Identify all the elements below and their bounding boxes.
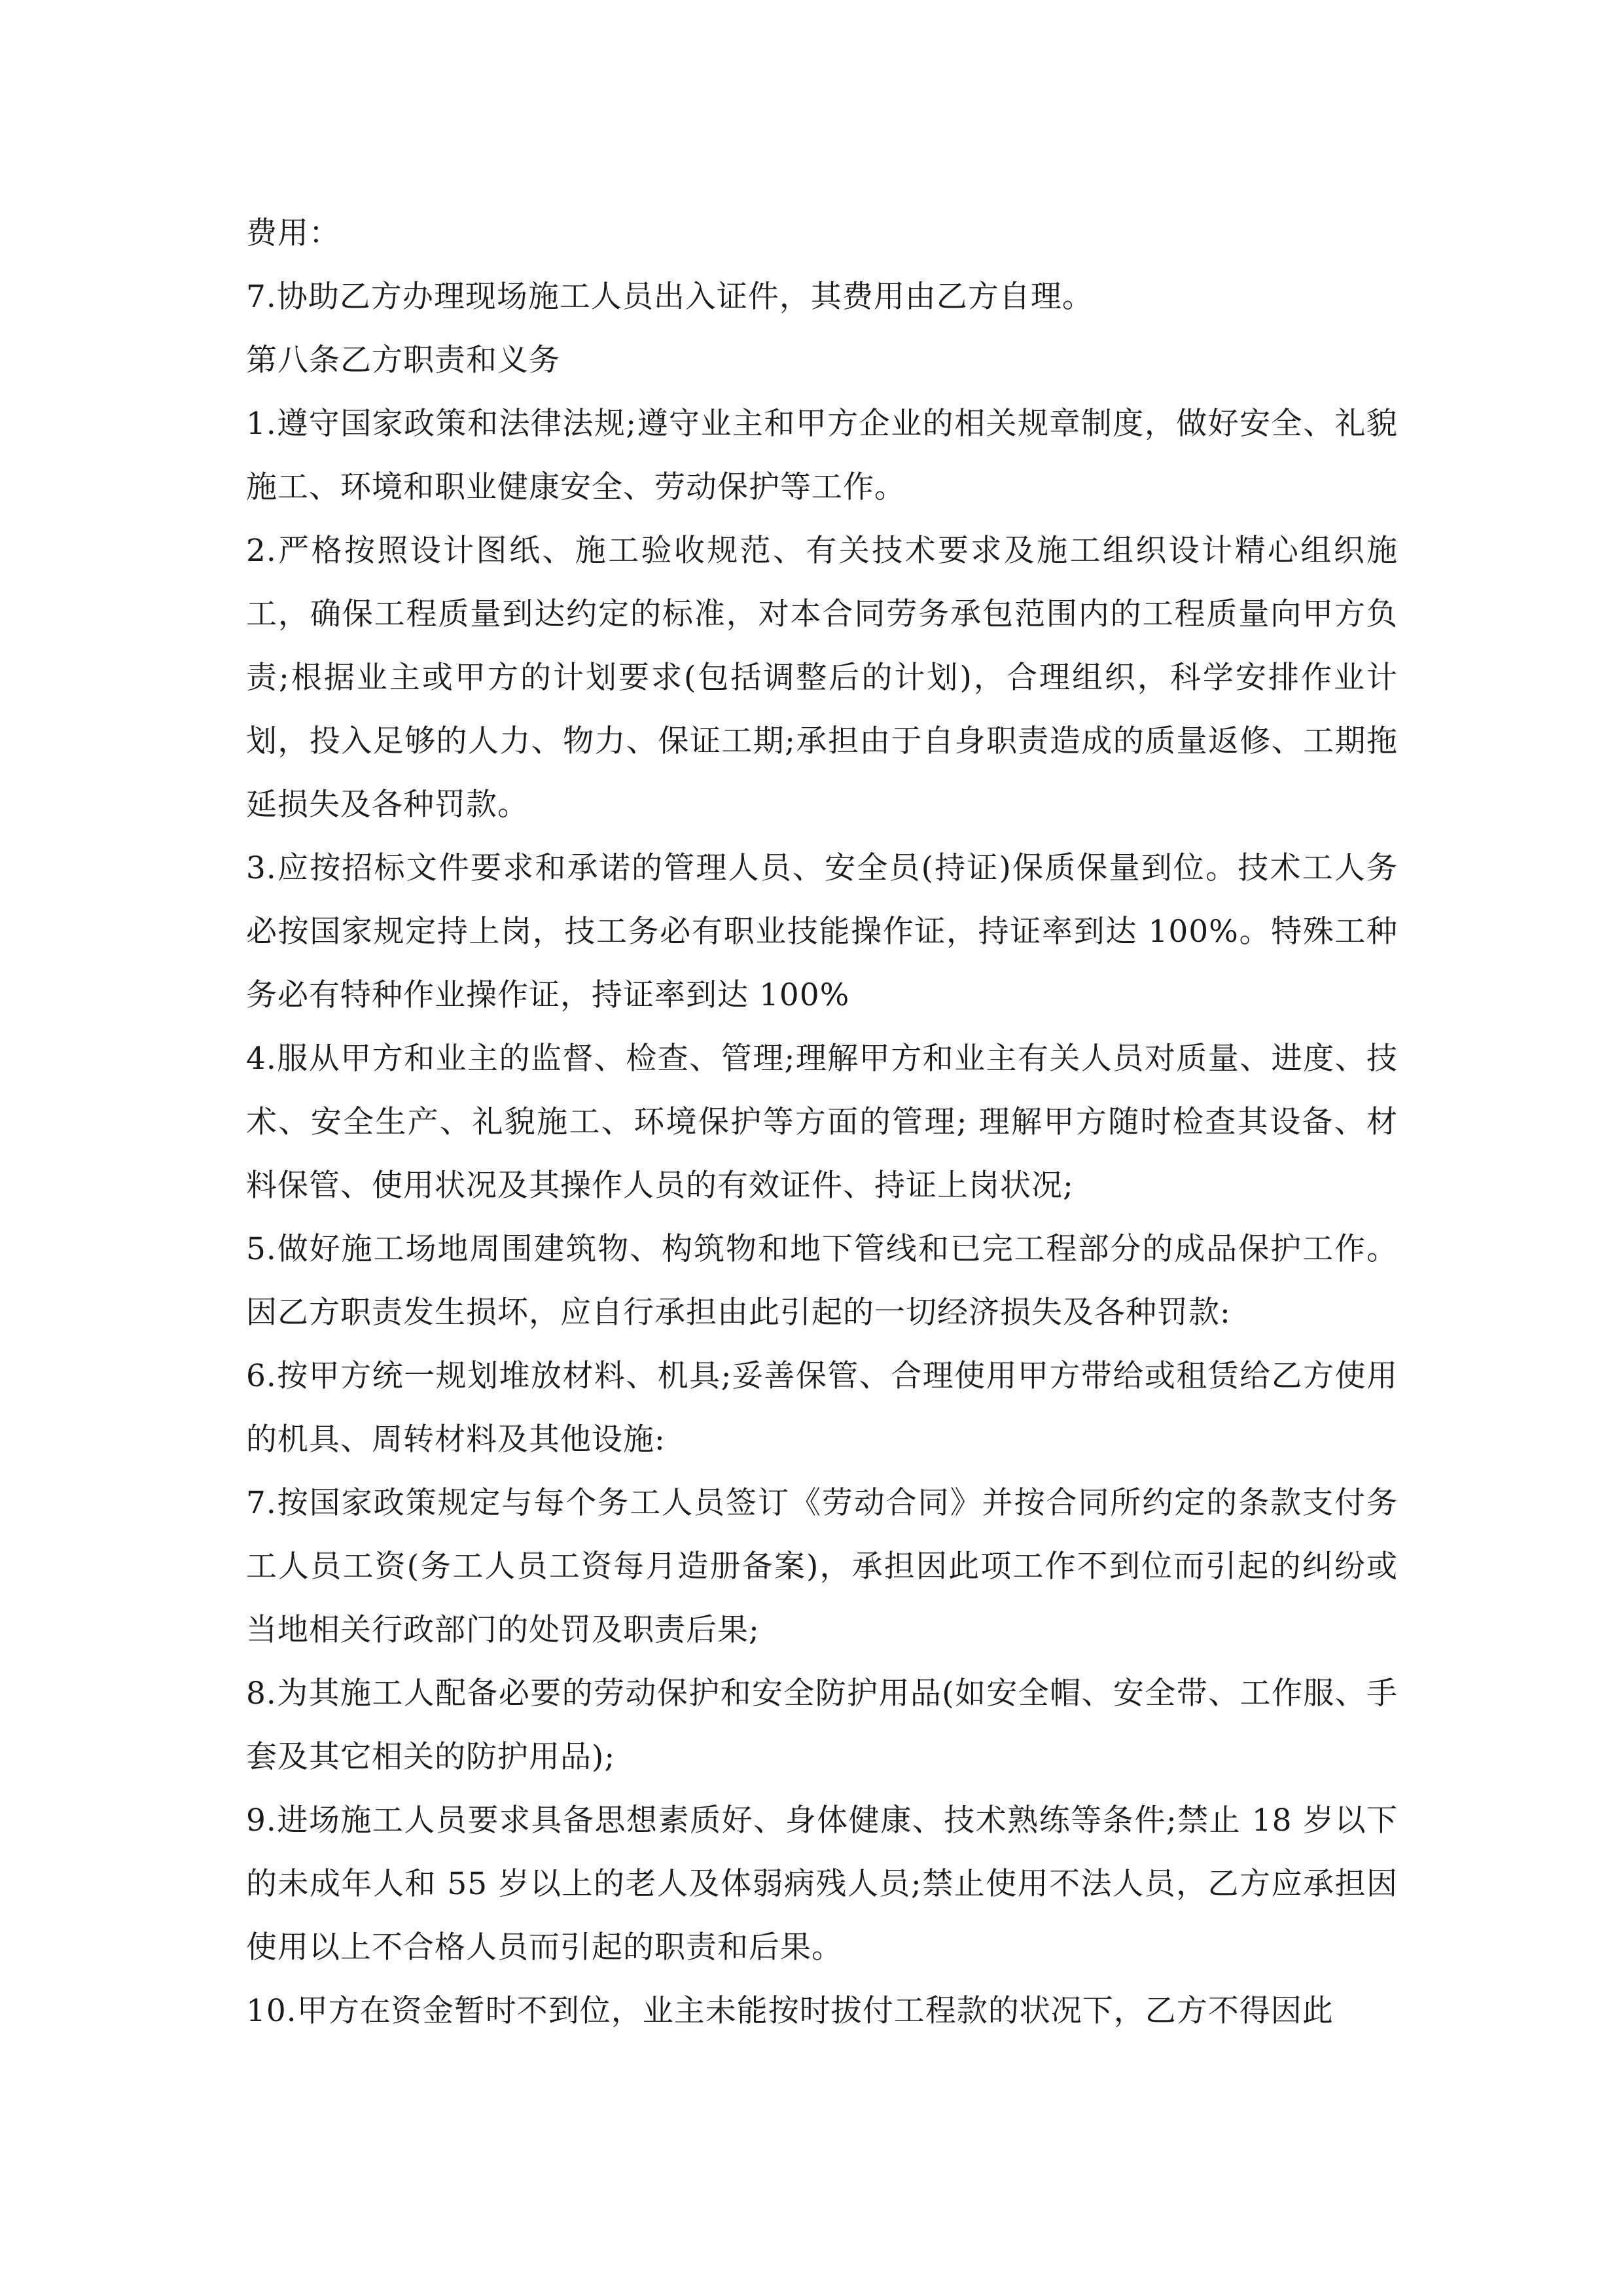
paragraph-item-4: 4.服从甲方和业主的监督、检查、管理;理解甲方和业主有关人员对质量、进度、技术、安全生产、礼貌施工、环境保护等方面的管理; 理解甲方随时检查其设备、材料保管、使用状况及其操作人员的有效证件、持证上岗状况; [246, 1041, 1398, 1204]
paragraph-item-5: 5.做好施工场地周围建筑物、构筑物和地下管线和已完工程部分的成品保护工作。因乙方职责发生损坏，应自行承担由此引起的一切经济损失及各种罚款: [246, 1231, 1398, 1331]
paragraph-item-2: 2.严格按照设计图纸、施工验收规范、有关技术要求及施工组织设计精心组织施工，确保工程质量到达约定的标准，对本合同劳务承包范围内的工程质量向甲方负责;根据业主或甲方的计划要求(包括调整后的计划)，合理组织，科学安排作业计划，投入足够的人力、物力、保证工期;承担由于自身职责造成的质量返修、工期拖延损失及各种罚款。 [246, 533, 1398, 823]
section-heading-article-8: 第八条乙方职责和义务 [246, 342, 560, 378]
paragraph-item-7-pass: 7.协助乙方办理现场施工人员出入证件，其费用由乙方自理。 [246, 279, 1094, 315]
paragraph-item-10: 10.甲方在资金暂时不到位，业主未能按时拔付工程款的状况下，乙方不得因此 [246, 1993, 1334, 2029]
paragraph-fee-continuation: 费用： [246, 215, 340, 251]
paragraph-item-9: 9.进场施工人员要求具备思想素质好、身体健康、技术熟练等条件;禁止 18 岁以下的未成年人和 55 岁以上的老人及体弱病残人员;禁止使用不法人员，乙方应承担因使用以上不合格人员而引起的职责和后果。 [246, 1803, 1398, 1965]
paragraph-item-6: 6.按甲方统一规划堆放材料、机具;妥善保管、合理使用甲方带给或租赁给乙方使用的机具、周转材料及其他设施: [246, 1358, 1398, 1458]
document-body [246, 202, 1398, 2043]
paragraph-item-3: 3.应按招标文件要求和承诺的管理人员、安全员(持证)保质保量到位。技术工人务必按国家规定持上岗，技工务必有职业技能操作证，持证率到达 100%。特殊工种务必有特种作业操作证，持证率到达 100% [246, 850, 1398, 1013]
paragraph-item-1: 1.遵守国家政策和法律法规;遵守业主和甲方企业的相关规章制度，做好安全、礼貌施工、环境和职业健康安全、劳动保护等工作。 [246, 406, 1398, 505]
paragraph-item-7-contract: 7.按国家政策规定与每个务工人员签订《劳动合同》并按合同所约定的条款支付务工人员工资(务工人员工资每月造册备案)，承担因此项工作不到位而引起的纠纷或当地相关行政部门的处罚及职责后果; [246, 1485, 1398, 1648]
paragraph-item-8: 8.为其施工人配备必要的劳动保护和安全防护用品(如安全帽、安全带、工作服、手套及其它相关的防护用品); [246, 1676, 1398, 1775]
